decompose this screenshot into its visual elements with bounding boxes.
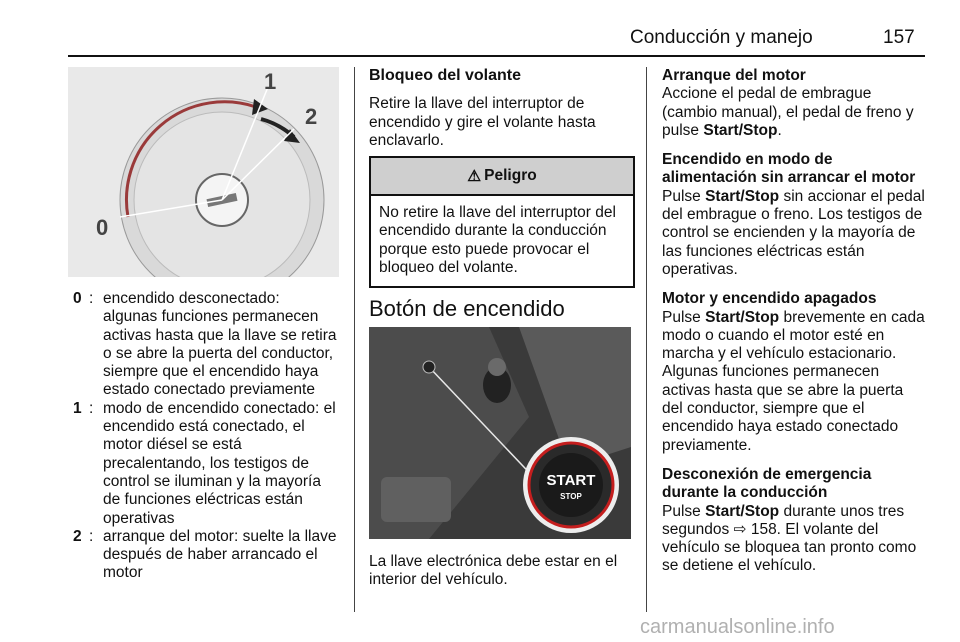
- power-button-section: [369, 296, 634, 322]
- page-number: 157: [883, 27, 915, 48]
- steering-lock-heading: Bloqueo del volante: [369, 67, 522, 84]
- section-text: Pulse Start/Stop brevemente en cada modo o cuando el motor esté en marcha y el vehículo estacionario. Algunas funciones permanecen activas hasta que se abre la puerta del conductor, siempre que el encendido haya estado conectado previamente.: [662, 308, 925, 454]
- warning-triangle-icon: ⚠: [467, 167, 482, 185]
- legend-separator: :: [89, 399, 94, 417]
- start-stop-illustration: [369, 327, 631, 539]
- section-text: Pulse Start/Stop sin accionar el pedal del embrague o freno. Los testigos de control se encienden y la mayoría de las funciones eléctricas están operativas.: [662, 187, 925, 278]
- danger-box: [369, 156, 635, 288]
- legend-separator: :: [89, 290, 94, 307]
- instruction-section: [662, 151, 928, 279]
- legend-key: 0: [73, 290, 82, 307]
- start-stop-term: Start/Stop: [705, 308, 780, 326]
- watermark: carmanualsonline.info: [640, 616, 835, 638]
- legend-text: arranque del motor: suelte la llave después de haber arrancado el motor: [103, 527, 337, 582]
- danger-box-header: [371, 158, 633, 196]
- start-stop-term: Start/Stop: [703, 121, 778, 139]
- danger-box-text: No retire la llave del interruptor del encendido durante la conducción porque esto puede provocar el bloqueo del volante.: [379, 204, 616, 276]
- danger-box-title: Peligro: [484, 167, 537, 184]
- position-label-0: 0: [96, 215, 109, 240]
- ignition-switch-illustration: [68, 67, 339, 277]
- column-divider-right: [646, 67, 647, 612]
- legend-item: [73, 290, 337, 400]
- start-button-label: START: [546, 472, 596, 489]
- start-stop-instructions: [662, 67, 928, 587]
- instruction-section: [662, 290, 928, 455]
- section-heading: Encendido en modo de alimentación sin arrancar el motor: [662, 151, 916, 187]
- ignition-legend: [73, 290, 337, 583]
- steering-lock-text: Retire la llave del interruptor de encendido y gire el volante hasta enclavarlo.: [369, 95, 596, 149]
- section-text: Pulse Start/Stop durante unos tres segundos ⇨ 158. El volante del vehículo se bloquea tan pronto como se detiene el vehículo.: [662, 502, 917, 575]
- start-stop-button-figure: [369, 327, 631, 539]
- legend-separator: :: [89, 527, 94, 545]
- section-heading: Motor y encendido apagados: [662, 290, 877, 308]
- section-heading: Arranque del motor: [662, 67, 806, 84]
- instruction-section: [662, 466, 928, 576]
- legend-text: modo de encendido conectado: el encendido está conectado, el motor diésel se está precalentando, los testigos de control se iluminan y la mayoría de funciones eléctricas están operativas: [103, 399, 336, 527]
- section-text: Accione el pedal de embrague (cambio manual), el pedal de freno y pulse Start/Stop.: [662, 85, 914, 139]
- power-button-caption: La llave electrónica debe estar en el interior del vehículo.: [369, 553, 618, 589]
- start-stop-term: Start/Stop: [705, 187, 780, 205]
- column-divider-left: [354, 67, 355, 612]
- steering-lock-section: [369, 67, 631, 150]
- legend-text: encendido desconectado: algunas funciones permanecen activas hasta que la llave se retira o se abre la puerta del conductor, siempre que el encendido haya estado conectado previamente: [103, 290, 337, 399]
- header-rule: [68, 55, 925, 57]
- legend-key: 1: [73, 399, 82, 417]
- position-label-1: 1: [264, 69, 277, 94]
- legend-item: [73, 400, 337, 528]
- legend-key: 2: [73, 527, 82, 545]
- running-header-title: Conducción y manejo: [630, 27, 813, 48]
- power-button-heading: Botón de encendido: [369, 296, 565, 321]
- ignition-switch-figure: [68, 67, 339, 277]
- section-heading: Desconexión de emergencia durante la conducción: [662, 465, 872, 502]
- instruction-section: [662, 67, 928, 140]
- stop-button-label: STOP: [560, 492, 582, 501]
- position-label-2: 2: [305, 104, 318, 129]
- start-stop-term: Start/Stop: [705, 502, 780, 520]
- legend-item: [73, 528, 337, 583]
